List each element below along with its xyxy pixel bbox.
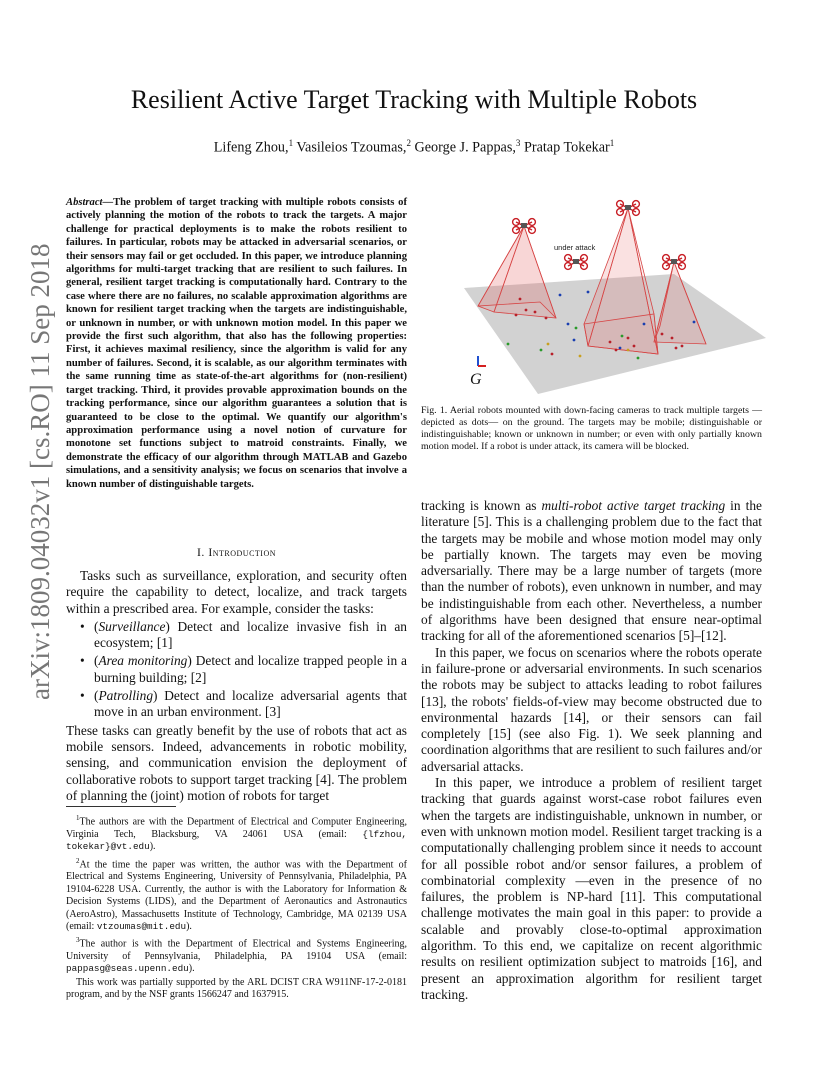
paragraph: In this paper, we introduce a problem of resilient target tracking that guards against worst-case robot failures even when the targets are indistinguishable, unknown in number, or even with unknown motion model. Resilient target tracking is a computationally challenging problem since it needs to account for all possible robot and/or sensor failures, a problem of combinatorial complexity —even in the presence of no failures, the problem is NP-hard [11]. This computational challenge motivates the main goal in this paper: to provide a scalable and provably close-to-optimal approximation algorithm. To this end, we capitalize on recent algorithmic results on resilient optimization subject to matroids [16], and present an approximation algorithm for resilient target tracking. [421, 775, 762, 1002]
section-heading [66, 545, 407, 560]
list-item: • (Surveillance) Detect and localize invasive fish in an ecosystem; [1] [80, 618, 407, 651]
email-link[interactable]: vtzoumas@mit.edu [96, 920, 187, 932]
bullet-icon: • [80, 653, 85, 669]
footnote-text: The author is with the Department of Electrical and Systems Engineering, University of Pennsylvania, Philadelphia, PA 19104 USA (email: [66, 938, 407, 963]
abstract [66, 196, 407, 491]
text-run: in the literature [5]. This is a challenging problem due to the fact that the targets may be mobile and whose motion model may only be partially known. The targets may even be moving adversarially. There may be a large number of targets (more than the number of robots), even unknown in number, and may be indistinguishable from each other. Nevertheless, a number of algorithms have been designed that ensure near-optimal tracking for all of the aforementioned scenarios [5]–[12]. [421, 498, 762, 644]
author-name: George J. Pappas, [414, 139, 516, 156]
footnote [66, 934, 407, 976]
bullet-icon: • [80, 688, 85, 704]
bullet-icon: • [80, 618, 85, 634]
affiliation-mark: 1 [609, 138, 615, 148]
author-name: Vasileios Tzoumas, [296, 139, 407, 156]
intro-body [66, 568, 407, 804]
list-item: • (Area monitoring) Detect and localize trapped people in a burning building; [2] [80, 653, 407, 685]
paragraph [421, 498, 762, 645]
footnote-divider [66, 806, 176, 807]
attack-label: under attack [554, 243, 596, 252]
affiliation-mark: 2 [406, 138, 411, 148]
footnote-mark: 2 [76, 856, 80, 865]
abstract-text: —The problem of target tracking with multiple robots consists of actively planning the motion of the robots to track the targets. A major challenge for practical deployments is to make the robots resilient to failures. In particular, robots may be attacked in adversarial scenarios, or their sensors may fail or get occluded. In this paper, we introduce planning algorithms for multi-target tracking that are resilient to such failures. In general, resilient target tracking is computationally hard. Contrary to the case where there are no failures, no scalable approximation algorithms are known for resilient target tracking when the targets are indistinguishable, or unknown in number, or with unknown motion model. In this paper we provide the first such algorithm, that also has the following properties: First, it achieves maximal resiliency, since the algorithm is valid for any number of failures. Second, it is scalable, as our algorithm terminates with the same running time as state-of-the-art algorithms for (non-resilient) target tracking. Third, it provides provable approximation bounds on the tracking performance, since our algorithm guarantees a solution that is guaranteed to be close to the optimal. We quantify our algorithm's approximation performance using a novel notion of curvature for monotone set functions subject to matroid constraints. Finally, we demonstrate the efficacy of our algorithm through MATLAB and Gazebo simulations, and a sensitivity analysis; we focus on scenarios that involve a known number of distinguishable targets. [66, 197, 407, 490]
section-title: Introduction [208, 545, 277, 559]
frame-label: G [470, 371, 482, 388]
footnote-text: The authors are with the Department of Electrical and Computer Engineering, Virginia Tech, Blacksburg, VA 24061 USA (email: [66, 816, 407, 840]
task-name: Surveillance [98, 618, 166, 634]
abstract-label: Abstract [66, 197, 103, 208]
author-name: Pratap Tokekar [523, 139, 610, 156]
figure-caption [421, 405, 762, 453]
list-item: • (Patrolling) Detect and localize adversarial agents that move in an urban environment. [3] [80, 688, 407, 720]
task-name: Area monitoring [98, 653, 188, 669]
email-link[interactable]: {lfzhou, tokekar}@vt.edu [66, 828, 407, 853]
task-text: Detect and localize invasive fish in an ecosystem; [1] [94, 618, 407, 651]
camera-cone [478, 226, 556, 318]
frame-axes-icon [478, 356, 486, 366]
footnote-text: ). [188, 963, 195, 975]
paper-title: Resilient Active Target Tracking with Multiple Robots [130, 85, 698, 114]
email-link[interactable]: pappasg@seas.upenn.edu [66, 963, 189, 975]
author-list [0, 134, 828, 157]
figure-1 [448, 196, 768, 396]
funding-note: This work was partially supported by the ARL DCIST CRA W911NF-17-2-0181 program, and by the NSF grants 1566247 and 1637915. [66, 976, 407, 1001]
footnote-text: ). [186, 920, 192, 932]
task-text: Detect and localize trapped people in a burning building; [2] [94, 653, 407, 685]
footnote-text: At the time the paper was written, the author was with the Department of Electrical and Systems Engineering, University of Pennsylvania, Philadelphia, PA 19104-6228 USA. Currently, the author is with the Laboratory for Information & Decision Systems (LIDS), and the Department of Aeronautics and Astronautics (AeroAstro), Massachusetts Institute of Technology, Cambridge, MA 02139 USA (email: [66, 858, 407, 932]
paragraph: These tasks can greatly benefit by the use of robots that act as mobile sensors. Indeed, advancements in robotic mobility, sensing, and communication envision the deployment of collaborative robots to support target tracking [4]. The problem of planning the (joint) motion of robots for target [66, 722, 407, 803]
author-name: Lifeng Zhou, [213, 139, 289, 156]
emphasis: multi-robot active target tracking [541, 498, 726, 513]
task-text: Detect and localize adversarial agents that move in an urban environment. [3] [94, 688, 407, 720]
footnotes [66, 812, 407, 1003]
footnote-mark: 3 [76, 936, 80, 945]
task-name: Patrolling [98, 688, 154, 704]
arxiv-identifier: arXiv:1809.04032v1 [cs.RO] 11 Sep 2018 [25, 243, 55, 700]
footnote [66, 812, 407, 854]
paragraph: In this paper, we focus on scenarios where the robots operate in failure-prone or adversarial environments. In such scenarios the robots may be subject to attacks leading to robot failures [13], the robots' fields-of-view may become obstructed due to environmental hazards [14], or their sensors can fail completely [15] (see also Fig. 1). We seek planning and coordination algorithms that are resilient to such failures and/or adversarial attacks. [421, 644, 762, 774]
right-column-body [421, 498, 762, 1003]
caption-label: Fig. 1. [421, 405, 448, 416]
affiliation-mark: 3 [515, 138, 521, 148]
affiliation-mark: 1 [288, 138, 294, 148]
footnote-mark: 1 [76, 814, 80, 822]
robots-illustration [448, 196, 768, 396]
caption-text: Aerial robots mounted with down-facing cameras to track multiple targets —depicted as dots— on the ground. The targets may be mobile; distinguishable or indistinguishable; known or unknown in number; or even with only partially known motion model. If a robot is under attack, its camera will be blocked. [421, 405, 762, 452]
text-run: tracking is known as [421, 498, 542, 513]
paragraph: Tasks such as surveillance, exploration, and security often require the capability to detect, localize, and track targets within a prescribed area. For example, consider the tasks: [66, 568, 407, 616]
footnote-text: ). [149, 841, 156, 853]
section-numeral: I. [196, 545, 205, 559]
task-list [66, 619, 407, 721]
drone-icon [565, 255, 588, 270]
footnote [66, 855, 407, 934]
